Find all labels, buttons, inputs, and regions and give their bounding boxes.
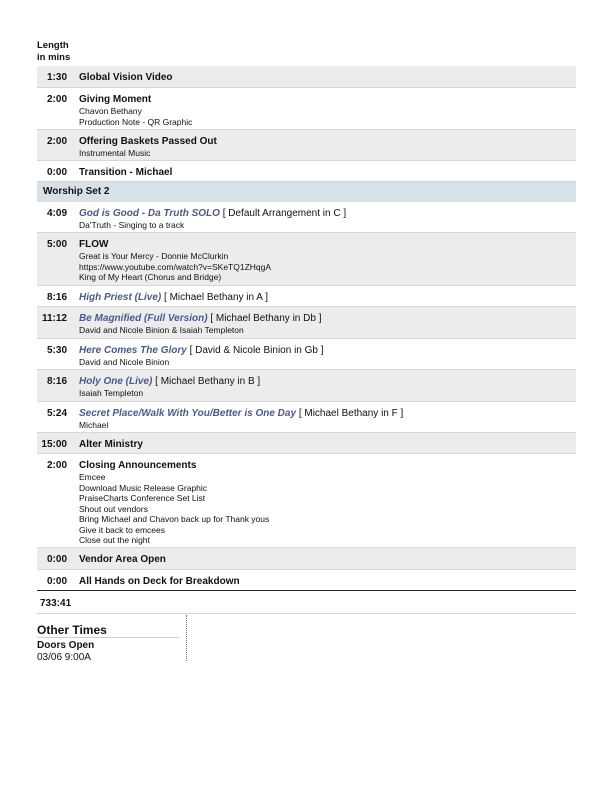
other-time-label: Doors Open bbox=[37, 640, 95, 651]
song-item[interactable] bbox=[37, 202, 576, 233]
song-item[interactable] bbox=[37, 339, 576, 370]
song-arrangement: [ David & Nicole Binion in Gb ] bbox=[189, 345, 324, 356]
item-note: Michael bbox=[79, 420, 109, 430]
divider bbox=[37, 613, 576, 614]
plan-item[interactable] bbox=[37, 548, 576, 570]
song-arrangement: [ Michael Bethany in B ] bbox=[155, 376, 261, 387]
item-note: Da'Truth - Singing to a track bbox=[79, 220, 185, 230]
song-title-link[interactable]: Secret Place/Walk With You/Better is One Day bbox=[79, 408, 297, 419]
plan-item[interactable] bbox=[37, 433, 576, 454]
item-note: Shout out vendors bbox=[79, 503, 148, 514]
item-note: Give it back to emcees bbox=[79, 524, 165, 535]
song-title-link[interactable]: High Priest (Live) bbox=[79, 292, 162, 303]
item-note: Close out the night bbox=[79, 535, 150, 545]
item-length: 8:16 bbox=[46, 376, 67, 387]
item-title: All Hands on Deck for Breakdown bbox=[79, 576, 240, 587]
song-arrangement: [ Michael Bethany in F ] bbox=[298, 408, 404, 419]
item-note: Bring Michael and Chavon back up for Thank yous bbox=[79, 514, 270, 524]
song-title-link[interactable]: God is Good - Da Truth SOLO bbox=[79, 208, 220, 219]
plan-item[interactable] bbox=[37, 66, 576, 88]
total-divider bbox=[37, 590, 576, 591]
item-title: FLOW bbox=[79, 239, 109, 250]
item-title: Closing Announcements bbox=[79, 460, 197, 471]
other-times-divider bbox=[37, 637, 179, 638]
item-length: 0:00 bbox=[46, 554, 67, 565]
plan-item[interactable] bbox=[37, 130, 576, 161]
item-title: Global Vision Video bbox=[79, 72, 173, 83]
song-title-link[interactable]: Here Comes The Glory bbox=[79, 345, 187, 356]
item-note: Download Music Release Graphic bbox=[79, 482, 208, 493]
song-arrangement: [ Michael Bethany in Db ] bbox=[210, 313, 322, 324]
song-arrangement: [ Michael Bethany in A ] bbox=[164, 292, 268, 303]
item-note: Great is Your Mercy - Donnie McClurkin bbox=[79, 251, 229, 261]
item-note-url[interactable]: https://www.youtube.com/watch?v=SKeTQ1ZHqgA bbox=[79, 261, 272, 272]
song-item[interactable] bbox=[37, 402, 576, 433]
dotted-column-divider bbox=[186, 615, 187, 661]
item-length: 2:00 bbox=[46, 460, 67, 471]
plan-item[interactable] bbox=[37, 233, 576, 286]
item-length: 15:00 bbox=[41, 439, 67, 450]
item-length: 5:24 bbox=[46, 408, 67, 419]
item-length: 0:00 bbox=[46, 576, 67, 587]
item-length: 1:30 bbox=[46, 72, 67, 83]
item-note: Emcee bbox=[79, 472, 106, 482]
total-length: 733:41 bbox=[40, 598, 72, 609]
item-length: 5:00 bbox=[46, 239, 67, 250]
item-length: 5:30 bbox=[46, 345, 67, 356]
item-note: Chavon Bethany bbox=[79, 106, 142, 116]
item-note: David and Nicole Binion & Isaiah Templeton bbox=[79, 325, 244, 335]
item-title: Vendor Area Open bbox=[79, 554, 166, 565]
song-title-link[interactable]: Holy One (Live) bbox=[79, 376, 153, 387]
item-title: Transition - Michael bbox=[79, 167, 173, 178]
song-arrangement: [ Default Arrangement in C ] bbox=[222, 208, 347, 219]
item-length: 2:00 bbox=[46, 136, 67, 147]
item-title: Offering Baskets Passed Out bbox=[79, 136, 217, 147]
plan-item[interactable] bbox=[37, 88, 576, 130]
length-column-header bbox=[37, 40, 70, 64]
item-note: Instrumental Music bbox=[79, 148, 151, 158]
item-note: Production Note - QR Graphic bbox=[79, 116, 193, 127]
length-header-line2: in mins bbox=[37, 52, 71, 63]
item-note: Isaiah Templeton bbox=[79, 388, 144, 398]
item-length: 2:00 bbox=[46, 94, 67, 105]
other-time-value: 03/06 9:00A bbox=[37, 652, 91, 663]
item-length: 8:16 bbox=[46, 292, 67, 303]
item-title: Alter Ministry bbox=[79, 439, 143, 450]
item-note: PraiseCharts Conference Set List bbox=[79, 493, 206, 503]
plan-item[interactable] bbox=[37, 570, 576, 590]
item-note: King of My Heart (Chorus and Bridge) bbox=[79, 272, 222, 282]
item-length: 4:09 bbox=[46, 208, 67, 219]
item-length: 11:12 bbox=[41, 313, 67, 324]
plan-item[interactable] bbox=[37, 454, 576, 548]
length-header-line1: Length bbox=[37, 40, 69, 51]
section-header-worship-set-2: Worship Set 2 bbox=[37, 182, 576, 202]
song-item[interactable] bbox=[37, 307, 576, 339]
song-item[interactable] bbox=[37, 370, 576, 402]
item-length: 0:00 bbox=[46, 167, 67, 178]
item-note: David and Nicole Binion bbox=[79, 357, 170, 367]
song-item[interactable] bbox=[37, 286, 576, 307]
plan-item[interactable] bbox=[37, 161, 576, 182]
other-times-title: Other Times bbox=[37, 623, 107, 637]
item-title: Giving Moment bbox=[79, 94, 152, 105]
song-title-link[interactable]: Be Magnified (Full Version) bbox=[79, 313, 208, 324]
